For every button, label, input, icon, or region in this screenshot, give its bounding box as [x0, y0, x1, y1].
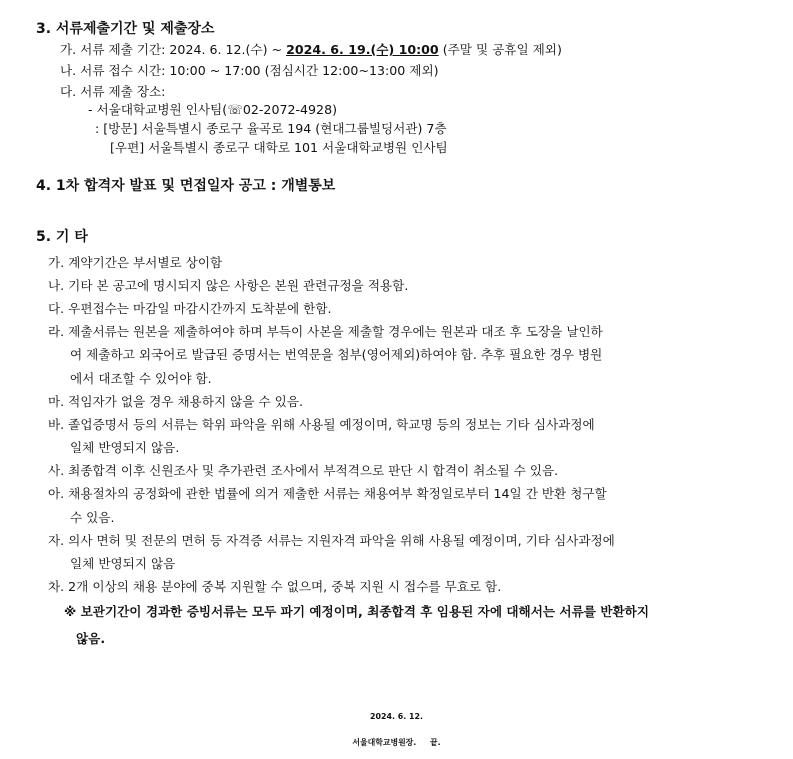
- list-item-continuation: 일체 반영되지 않음.: [70, 440, 180, 455]
- mail-address: [우편] 서울특별시 종로구 대학로 101 서울대학교병원 인사팀: [110, 140, 448, 155]
- hospital-director-signature: 서울대학교병원장. 끝.: [352, 738, 441, 747]
- submission-deadline: 2024. 6. 19.(수) 10:00: [286, 42, 439, 57]
- list-item: 다. 우편접수는 마감일 마감시간까지 도착분에 한함.: [48, 301, 332, 316]
- submission-period-prefix: 가. 서류 제출 기간: 2024. 6. 12.(수) ~: [60, 42, 287, 57]
- list-item-continuation: 여 제출하고 외국어로 발급된 증명서는 번역문을 첨부(영어제외)하여야 함. 추후 필요한 경우 병원: [70, 347, 603, 362]
- announcement-date: 2024. 6. 12.: [370, 712, 423, 721]
- list-item: 차. 2개 이상의 채용 분야에 중복 지원할 수 없으며, 중복 지원 시 접수를 무효로 함.: [48, 579, 502, 594]
- hr-team-contact: - 서울대학교병원 인사팀(☏02-2072-4928): [88, 102, 337, 117]
- submission-place-label: 다. 서류 제출 장소:: [60, 84, 166, 99]
- list-item: 나. 기타 본 공고에 명시되지 않은 사항은 본원 관련규정을 적용함.: [48, 278, 409, 293]
- reception-hours: 나. 서류 접수 시간: 10:00 ~ 17:00 (점심시간 12:00~13:00 제외): [60, 63, 439, 78]
- list-item-continuation: 에서 대조할 수 있어야 함.: [70, 371, 212, 386]
- section-3-heading: 3. 서류제출기간 및 제출장소: [36, 21, 215, 37]
- list-item: 사. 최종합격 이후 신원조사 및 추가관련 조사에서 부적격으로 판단 시 합격이 취소될 수 있음.: [48, 463, 559, 478]
- list-item: 라. 제출서류는 원본을 제출하여야 하며 부득이 사본을 제출할 경우에는 원본과 대조 후 도장을 날인하: [48, 324, 603, 339]
- list-item: 바. 졸업증명서 등의 서류는 학위 파악을 위해 사용될 예정이며, 학교명 등의 정보는 기타 심사과정에: [48, 417, 595, 432]
- document-retention-notice: ※ 보관기간이 경과한 증빙서류는 모두 파기 예정이며, 최종합격 후 임용된 자에 대해서는 서류를 반환하지: [64, 604, 649, 619]
- submission-period-suffix: (주말 및 공휴일 제외): [438, 42, 562, 57]
- submission-period: [60, 41, 562, 59]
- document-retention-notice-end: 않음.: [76, 631, 106, 646]
- section-4-heading: 4. 1차 합격자 발표 및 면접일자 공고 : 개별통보: [36, 178, 336, 194]
- section-5-heading: 5. 기 타: [36, 229, 88, 245]
- list-item: 마. 적임자가 없을 경우 채용하지 않을 수 있음.: [48, 394, 304, 409]
- list-item: 가. 계약기간은 부서별로 상이함: [48, 255, 223, 270]
- list-item: 자. 의사 면허 및 전문의 면허 등 자격증 서류는 지원자격 파악을 위해 사용될 예정이며, 기타 심사과정에: [48, 533, 615, 548]
- list-item-continuation: 수 있음.: [70, 510, 115, 525]
- list-item-continuation: 일체 반영되지 않음: [70, 556, 176, 571]
- list-item: 아. 채용절차의 공정화에 관한 법률에 의거 제출한 서류는 채용여부 확정일로부터 14일 간 반환 청구할: [48, 486, 607, 501]
- visit-address: : [방문] 서울특별시 종로구 율곡로 194 (현대그룹빌딩서관) 7층: [95, 121, 447, 136]
